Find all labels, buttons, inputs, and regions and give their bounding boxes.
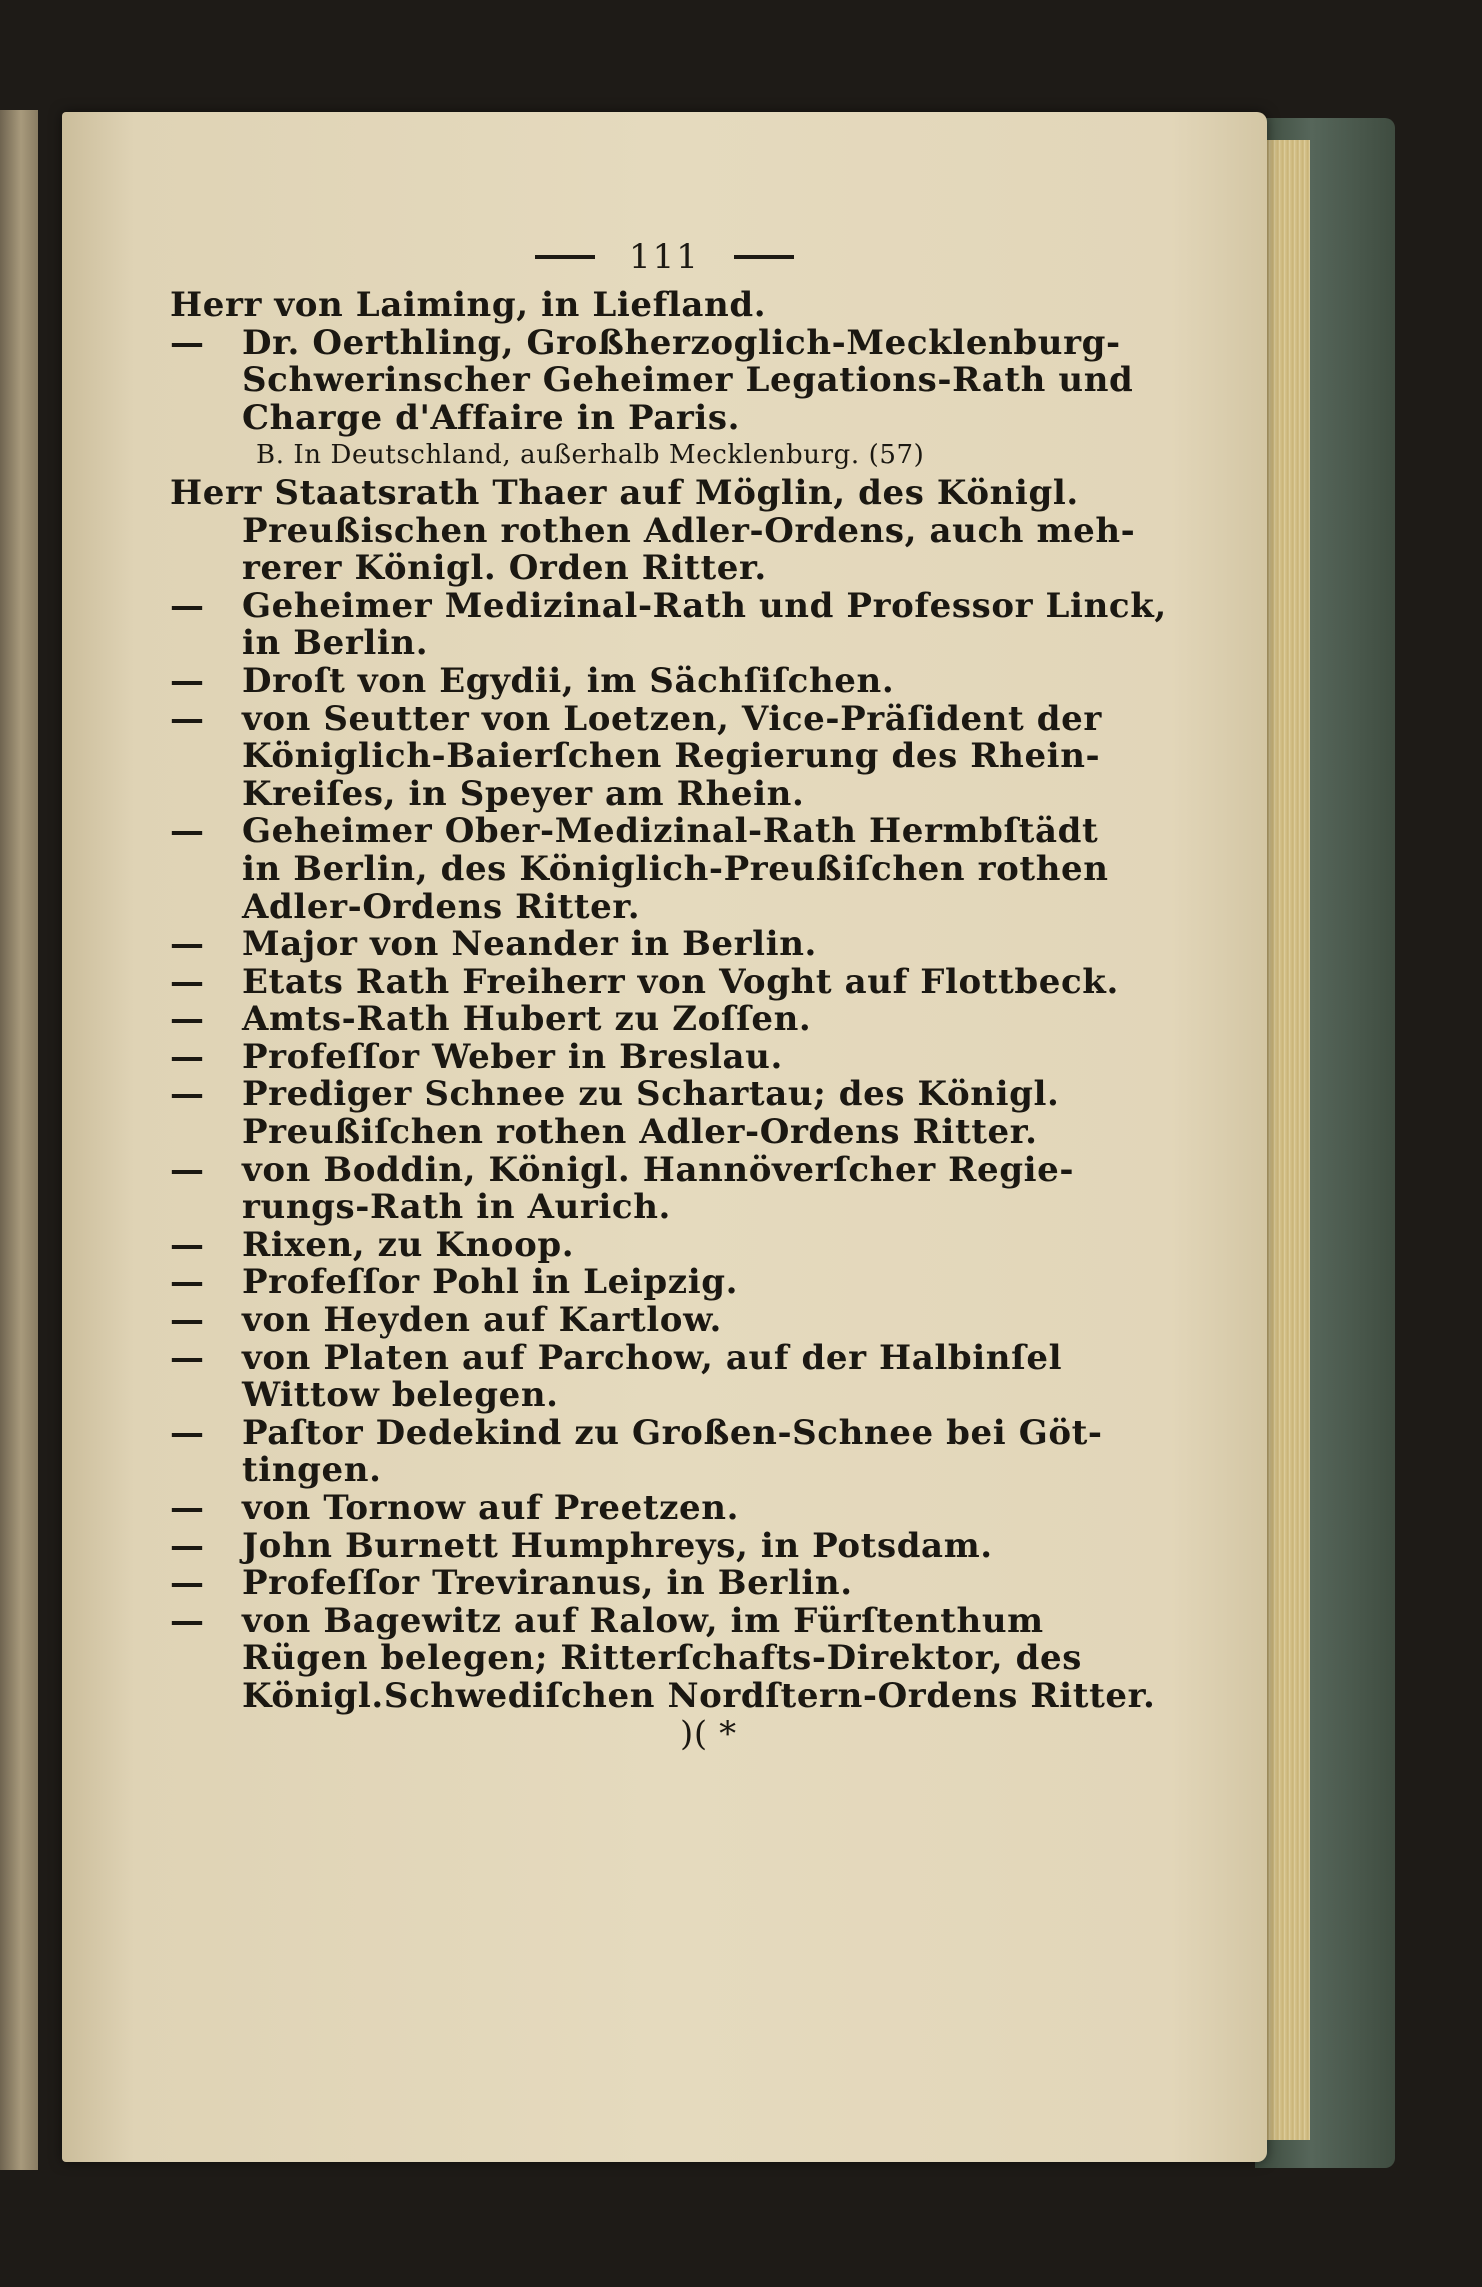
- dash-mark: —: [170, 1302, 205, 1340]
- line-text: tingen.: [242, 1452, 382, 1490]
- line-text: John Burnett Humphreys, in Potsdam.: [242, 1527, 993, 1566]
- dash-mark: —: [170, 662, 205, 701]
- text-line: [170, 1640, 1170, 1678]
- dash-mark: —: [170, 1527, 205, 1566]
- line-text: Profeſſor Weber in Breslau.: [242, 1038, 783, 1077]
- left-page-edge: [0, 110, 38, 2170]
- text-line: [170, 1528, 1170, 1566]
- line-text: in Berlin, des Königlich-Preußiſchen rothen: [242, 850, 1109, 889]
- line-text: Wittow belegen.: [242, 1377, 559, 1415]
- text-line: [170, 1678, 1170, 1716]
- page-number: 111: [629, 237, 700, 277]
- text-line: [170, 475, 1170, 513]
- line-text: Königl.Schwediſchen Nordſtern-Ordens Ritter.: [242, 1677, 1156, 1716]
- text-line: [170, 625, 1170, 663]
- line-text: Profeſſor Treviranus, in Berlin.: [242, 1565, 853, 1603]
- line-text: Geheimer Ober-Medizinal-Rath Hermbſtädt: [242, 813, 1099, 851]
- line-text: Dr. Oerthling, Großherzoglich-Mecklenburg-: [242, 324, 1121, 363]
- text-line: [170, 776, 1170, 814]
- line-text: von Seutter von Loetzen, Vice-Präſident der: [242, 700, 1102, 739]
- line-text: Preußischen rothen Adler-Ordens, auch meh-: [242, 512, 1136, 551]
- line-text: Preußiſchen rothen Adler-Ordens Ritter.: [242, 1114, 1038, 1152]
- text-line: [170, 550, 1170, 588]
- text-line: [170, 663, 1170, 701]
- text-line: [170, 889, 1170, 927]
- dash-mark: —: [170, 324, 205, 363]
- dash-mark: —: [170, 1602, 205, 1641]
- dash-mark: —: [170, 1565, 205, 1603]
- text-line: [170, 1001, 1170, 1039]
- text-line: [170, 588, 1170, 626]
- line-text: Charge d'Affaire in Paris.: [242, 399, 741, 438]
- dash-mark: —: [170, 1226, 205, 1265]
- line-text: von Platen auf Parchow, auf der Halbinſel: [242, 1339, 1063, 1378]
- dash-mark: —: [170, 1001, 205, 1039]
- line-text: Prediger Schnee zu Schartau; des Königl.: [242, 1076, 1060, 1115]
- line-text: Kreiſes, in Speyer am Rhein.: [242, 775, 805, 814]
- text-line: [170, 1302, 1170, 1340]
- text-line: [170, 1076, 1170, 1114]
- text-line: [170, 701, 1170, 739]
- text-line: [170, 1114, 1170, 1152]
- text-line: [170, 1039, 1170, 1077]
- dash-mark: —: [170, 1339, 205, 1378]
- text-line: [170, 1377, 1170, 1415]
- text-line: [170, 400, 1170, 438]
- dash-mark: —: [170, 1264, 205, 1303]
- line-text: Profeſſor Pohl in Leipzig.: [242, 1264, 739, 1303]
- text-line: [170, 362, 1170, 400]
- dash-mark: —: [170, 1414, 205, 1453]
- text-line: [170, 813, 1170, 851]
- page-header: [62, 227, 1267, 287]
- dash-mark: —: [170, 1490, 205, 1528]
- line-text: Major von Neander in Berlin.: [242, 926, 817, 964]
- text-line: [170, 738, 1170, 776]
- dash-mark: —: [170, 813, 205, 851]
- line-text: von Bagewitz auf Ralow, im Fürſtenthum: [242, 1602, 1044, 1641]
- line-text: von Boddin, Königl. Hannöverſcher Regie-: [242, 1151, 1075, 1190]
- text-line: [170, 513, 1170, 551]
- signature-mark: [170, 1716, 1170, 1754]
- text-line: [170, 1189, 1170, 1227]
- text-line: [170, 287, 1170, 325]
- line-text: Herr von Laiming, in Liefland.: [170, 287, 767, 325]
- line-text: von Tornow auf Preetzen.: [242, 1490, 740, 1528]
- text-line: [170, 851, 1170, 889]
- dash-mark: —: [170, 587, 205, 626]
- line-text: Etats Rath Freiherr von Voght auf Flottbeck.: [242, 963, 1119, 1002]
- text-line: [170, 1264, 1170, 1302]
- dash-mark: —: [170, 1076, 205, 1115]
- line-text: Rügen belegen; Ritterſchafts-Direktor, des: [242, 1640, 1082, 1678]
- text-line: [170, 325, 1170, 363]
- text-line: [170, 1340, 1170, 1378]
- line-text: Paſtor Dedekind zu Großen-Schnee bei Göt-: [242, 1414, 1103, 1453]
- dash-mark: —: [170, 963, 205, 1002]
- line-text: Adler-Ordens Ritter.: [242, 888, 641, 927]
- line-text: Droſt von Egydii, im Sächſiſchen.: [242, 662, 895, 701]
- line-text: )( *: [680, 1715, 737, 1754]
- text-line: [170, 1152, 1170, 1190]
- text-line: [170, 1227, 1170, 1265]
- section-heading: [170, 437, 1170, 475]
- text-line: [170, 926, 1170, 964]
- text-line: [170, 1565, 1170, 1603]
- dash-mark: —: [170, 700, 205, 739]
- text-line: [170, 1415, 1170, 1453]
- page-text: [170, 287, 1170, 1753]
- line-text: rerer Königl. Orden Ritter.: [242, 550, 767, 588]
- header-rule-right: [734, 255, 794, 259]
- line-text: von Heyden auf Kartlow.: [242, 1302, 722, 1340]
- text-line: [170, 1490, 1170, 1528]
- line-text: B. In Deutschland, außerhalb Mecklenburg. (57): [256, 440, 925, 471]
- line-text: Rixen, zu Knoop.: [242, 1226, 575, 1265]
- line-text: Geheimer Medizinal-Rath und Professor Linck,: [242, 587, 1167, 626]
- text-line: [170, 1603, 1170, 1641]
- line-text: Schwerinscher Geheimer Legations-Rath und: [242, 362, 1134, 400]
- line-text: rungs-Rath in Aurich.: [242, 1189, 671, 1227]
- line-text: Königlich-Baierſchen Regierung des Rhein-: [242, 738, 1101, 776]
- header-rule-left: [535, 255, 595, 259]
- line-text: in Berlin.: [242, 625, 429, 663]
- line-text: Amts-Rath Hubert zu Zoſſen.: [242, 1001, 812, 1039]
- text-line: [170, 964, 1170, 1002]
- dash-mark: —: [170, 926, 205, 964]
- book-page: [62, 112, 1267, 2162]
- dash-mark: —: [170, 1151, 205, 1190]
- dash-mark: —: [170, 1038, 205, 1077]
- line-text: Herr Staatsrath Thaer auf Möglin, des Königl.: [170, 474, 1079, 513]
- text-line: [170, 1452, 1170, 1490]
